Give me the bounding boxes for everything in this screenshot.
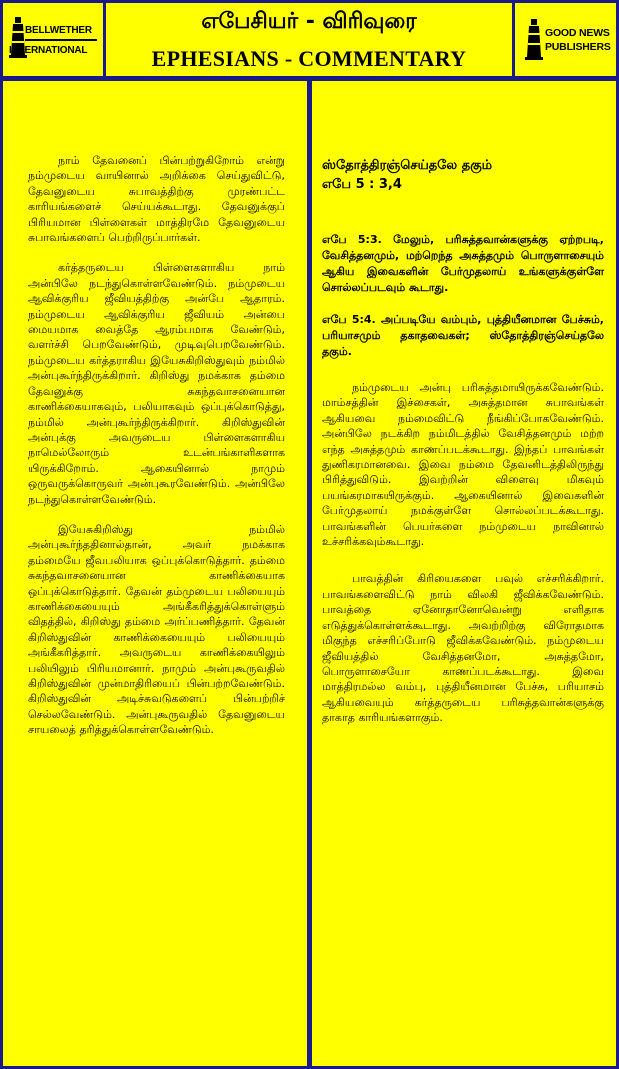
title-english: EPHESIANS - COMMENTARY	[151, 46, 467, 71]
right-column	[312, 81, 616, 1066]
bellwether-logo	[3, 3, 103, 76]
section-title: ஸ்தோத்திரஞ்செய்தலே தகும்	[322, 158, 493, 173]
logo-left-line1: BELLWETHER	[25, 25, 92, 36]
logo-left-rule	[25, 39, 97, 41]
section-heading	[322, 156, 604, 194]
lighthouse-icon	[525, 17, 543, 61]
verse: எபே 5:4. அப்படியே வம்பும், புத்தியீனமான பேச்சும், பரியாசமும் தகாதவைகள்; ஸ்தோத்திரஞ்செய்தலே தகும்.	[322, 313, 604, 358]
publisher-logo-left	[3, 3, 103, 76]
paragraph: இயேசுகிறிஸ்து நம்மில் அன்புகூர்ந்ததினால்தான், அவர் நமக்காக தம்மையே ஜீவபலியாக ஒப்புக்கொடுத்தார். தம்மை சுகந்தவாசனையான காணிக்கையாக ஒப்புக்கொடுத்தார். தேவன் தம்முடைய பலியையும் காணிக்கையையும் அங்கீகரித்துக்கொள்ளும் விதத்தில், கிறிஸ்து தம்மை அர்ப்பணித்தார். தேவன் கிறிஸ்துவின் காணிக்கையையும் பலியையும் அங்கீகரித்தார். அவருடைய காணிக்கையிலும் பலியிலும் பிரியமானார். நாமும் அன்புகூருவதில் கிறிஸ்துவின் முன்மாதிரியைப் பின்பற்றவேண்டும். கிறிஸ்துவின் அடிச்சுவடுகளைப் பின்பற்றிச் செல்லவேண்டும். அன்புகூருவதில் தேவனுடைய சாயலைத் தரித்துக்கொள்ளவேண்டும்.	[28, 522, 285, 737]
right-column-content	[322, 156, 604, 741]
paragraph: நம்முடைய அன்பு பரிசுத்தமாயிருக்கவேண்டும். மாம்சத்தின் இச்சைகள், அசுத்தமான சுபாவங்கள் ஆகியவை நம்மைவிட்டு நீங்கிப்போகவேண்டும். அன்பிலே நடக்கிற நம்மிடத்தில் வேசித்தனமும் மற்ற எந்த அசுத்தமும் காணப்படக்கூடாது. இந்தப் பாவங்கள் துணிகரமானவை. இவை நம்மை தேவனிடத்திலிருந்து பிரித்துவிடும். இவற்றின் விளைவு மிகவும் பயங்கரமாகயிருக்கும். ஆகையினால் இவைகளின் பேர்முதலாய் நமக்குள்ளே சொல்லப்படக்கூடாது. பாவங்களின் பெயர்களை நம்முடைய நாவினால் உச்சரிக்கவும்கூடாது.	[322, 381, 604, 549]
paragraph: கர்த்தருடைய பிள்ளைகளாகிய நாம் அன்பிலே நடந்துகொள்ளவேண்டும். நம்முடைய ஆவிக்குரிய ஜீவியத்திற்கு அன்பே ஆதாரம். நம்முடைய ஆவிக்குரிய ஜீவியம் அன்பை மையமாக வைத்தே ஆரம்பமாக வேண்டும், வளர்ச்சி பெறவேண்டும், முடிவுபெறவேண்டும். நம்முடைய கர்த்தராகிய இயேசுகிறிஸ்துவும் நம்மில் அன்புகூர்ந்திருக்கிறார். கிறிஸ்து நமக்காக தம்மை தேவனுக்கு சுகந்தவாசனையான காணிக்கையாகவும், பலியாகவும் ஒப்புக்கொடுத்து, நம்மில் அன்புகூர்ந்திருக்கிறார். கிறிஸ்துவின் அன்புக்கு அவருடைய பிள்ளைகளாகிய நாமெல்லோரும் உடன்பங்காளிகளாக யிருக்கிறோம். ஆகையினால் நாமும் ஒருவருக்கொருவர் அன்புகூரவேண்டும். அன்பிலே நடந்துகொள்ளவேண்டும்.	[28, 261, 285, 506]
left-column-content	[28, 153, 285, 753]
logo-left-line2: INTERNATIONAL	[9, 45, 88, 56]
logo-right-line2: PUBLISHERS	[545, 41, 611, 53]
paragraph: நாம் தேவனைப் பின்பற்றுகிறோம் என்று நம்முடைய வாயினால் அறிக்கை செய்துவிட்டு, தேவனுடைய சுபாவத்திற்கு முரண்பட்ட காரியங்களைச் செய்யக்கூடாது. தேவனுக்குப் பிரியமான பிள்ளைகள் மாத்திரமே தேவனுடைய சுபாவங்களைப் பெற்றிருப்பார்கள்.	[28, 154, 285, 245]
left-column	[3, 81, 307, 1066]
title-tamil: எபேசியர் - விரிவுரை	[201, 9, 417, 34]
publisher-logo-right	[515, 3, 616, 76]
verse: எபே 5:3. மேலும், பரிசுத்தவான்களுக்கு ஏற்றபடி, வேசித்தனமும், மற்றெந்த அசுத்தமும் பொருளாசையும் ஆகிய இவைகளின் பேர்முதலாய் உங்களுக்குள்ளே சொல்லப்படவும் கூடாது.	[322, 233, 604, 294]
section-reference: எபே 5 : 3,4	[322, 177, 402, 192]
header	[106, 3, 512, 76]
paragraph: பாவத்தின் கிரியைகளை பவுல் எச்சரிக்கிறார். பாவங்களைவிட்டு நாம் விலகி ஜீவிக்கவேண்டும். பாவத்தை ஏனோதானோவென்று எளிதாக எடுத்துக்கொள்ளக்கூடாது. அவற்றிற்கு விரோதமாக மிகுந்த எச்சரிப்போடு ஜீவிக்கவேண்டும். நம்முடைய ஜீவியத்தில் வேசித்தனமோ, அசுத்தமோ, பொருளாசையோ காணப்படக்கூடாது. இவை மாத்திரமல்ல வம்பு, புத்தியீனமான பேச்சு, பரியாசம் ஆகியவையும் கர்த்தருடைய பரிசுத்தவான்களுக்கு தாகாத காரியங்களாகும்.	[322, 572, 604, 725]
good-news-logo	[515, 3, 616, 76]
logo-right-line1: GOOD NEWS	[545, 27, 610, 39]
